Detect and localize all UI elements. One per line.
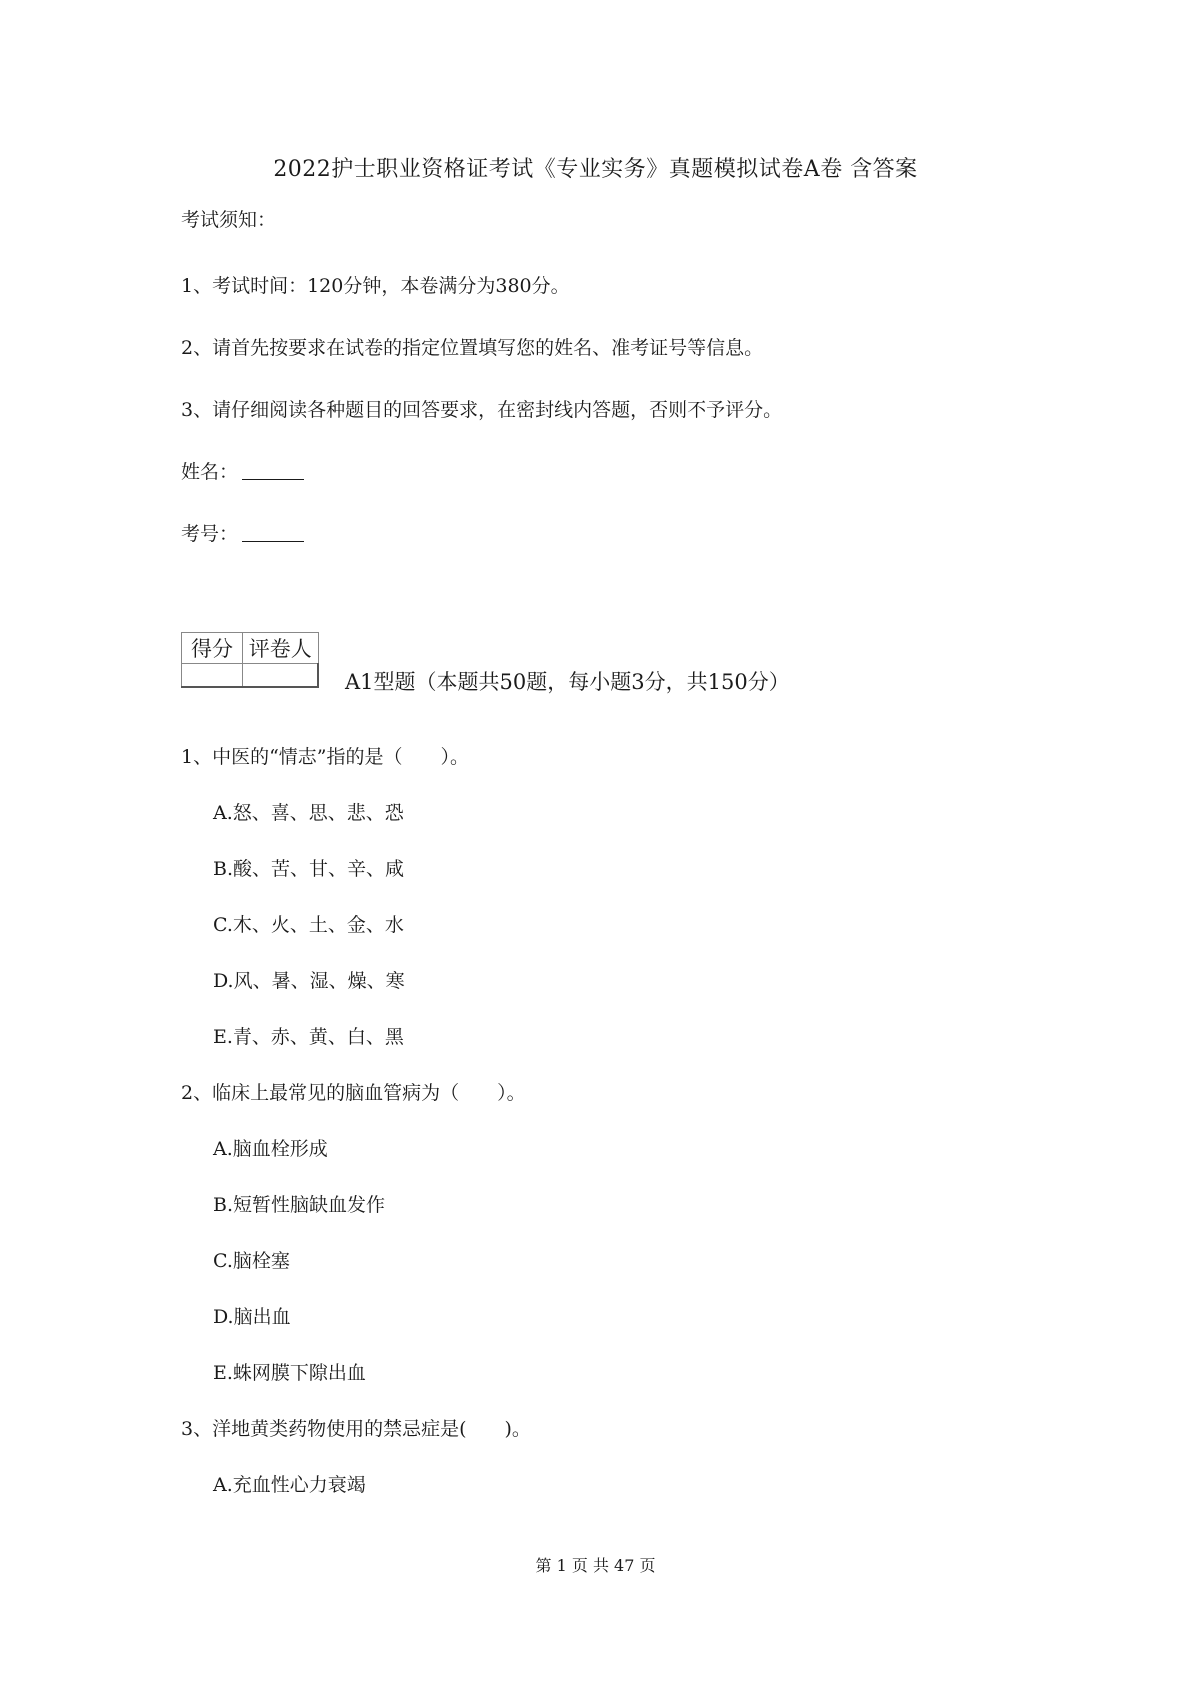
question-option: D.脑出血: [213, 1306, 291, 1328]
question-option: A.充血性心力衰竭: [213, 1474, 366, 1496]
name-blank[interactable]: [242, 478, 304, 480]
score-cell[interactable]: [182, 664, 243, 688]
question-stem: 2、临床上最常见的脑血管病为（ ）。: [181, 1082, 526, 1104]
question-option: E.青、赤、黄、白、黑: [213, 1026, 404, 1048]
exam-number-blank[interactable]: [242, 540, 304, 542]
page-title: 2022护士职业资格证考试《专业实务》真题模拟试卷A卷 含答案: [273, 157, 918, 182]
question-stem: 1、中医的“情志”指的是（ ）。: [181, 746, 470, 768]
score-table: [181, 632, 319, 688]
question-option: A.脑血栓形成: [213, 1138, 328, 1160]
question-option: D.风、暑、湿、燥、寒: [213, 970, 405, 992]
question-option: C.脑栓塞: [213, 1250, 290, 1272]
notice-heading: 考试须知：: [181, 209, 277, 231]
name-field: [181, 457, 304, 484]
score-header: 得分: [182, 633, 243, 664]
notice-item: 1、考试时间：120分钟，本卷满分为380分。: [181, 275, 570, 297]
name-label: 姓名：: [181, 461, 239, 483]
page-footer: 第 1 页 共 47 页: [535, 1556, 656, 1575]
notice-item: 2、请首先按要求在试卷的指定位置填写您的姓名、准考证号等信息。: [181, 337, 764, 359]
exam-number-label: 考号：: [181, 523, 239, 545]
question-option: A.怒、喜、思、悲、恐: [213, 802, 404, 824]
grader-cell[interactable]: [243, 664, 319, 688]
section-heading: A1型题（本题共50题，每小题3分，共150分）: [345, 670, 790, 694]
exam-number-field: [181, 519, 304, 546]
question-option: B.酸、苦、甘、辛、咸: [213, 858, 405, 880]
question-stem: 3、洋地黄类药物使用的禁忌症是( )。: [181, 1418, 531, 1440]
question-option: C.木、火、土、金、水: [213, 914, 404, 936]
grader-header: 评卷人: [243, 633, 319, 664]
notice-item: 3、请仔细阅读各种题目的回答要求，在密封线内答题，否则不予评分。: [181, 399, 783, 421]
question-option: E.蛛网膜下隙出血: [213, 1362, 366, 1384]
question-option: B.短暂性脑缺血发作: [213, 1194, 386, 1216]
